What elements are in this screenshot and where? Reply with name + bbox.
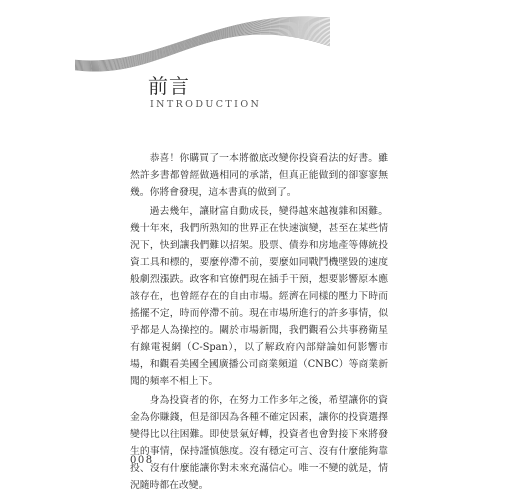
paragraph: 身為投資者的你，在努力工作多年之後，希望讓你的資金為你賺錢，但是卻因為各種不確定因素，讓你的投資選擇變得比以往困難。即使景氣好轉，投資者也會對接下來將發生的事情，保持謹慎態度。沒有穩定可言、沒有什麼能夠靠投、沒有什麼能讓你對未來充滿信心。唯一不變的就是，情況隨時都在改變。 [130, 395, 388, 491]
paragraph: 恭喜！你購買了一本將徹底改變你投資看法的好書。雖然許多書都曾經做過相同的承諾，但真正能做到的卻寥寥無幾。你將會發現，這本書真的做到了。 [130, 153, 388, 198]
body-text [130, 150, 388, 496]
wave-line [75, 24, 330, 64]
page-subtitle: INTRODUCTION [150, 99, 262, 110]
decorative-line-wave [0, 0, 520, 110]
page-title: 前言 [148, 74, 190, 98]
page-number: 008 [130, 455, 154, 466]
paragraph: 過去幾年，讓財富自動成長，變得越來越複雜和困難。幾十年來，我們所熟知的世界正在快速演變，甚至在某些情況下，快到讓我們難以招架。股票、債券和房地產等傳統投資工具和標的，要麼停滯不前，要麼如同戰鬥機墜毀的速度般劇烈漲跌。政客和官僚們現在插手干預，想要影響原本應該存在，也曾經存在的自由市場。經濟在同樣的壓力下時而搖擺不定，時而停滯不前。現在市場所進行的許多事情，似乎都是人為操控的。關於市場新聞，我們觀看公共事務衛星有線電視網（C-Span），以了解政府內部辯論如何影響市場，和觀看美國全國廣播公司商業頻道（CNBC）等商業新聞的頻率不相上下。 [130, 206, 388, 387]
